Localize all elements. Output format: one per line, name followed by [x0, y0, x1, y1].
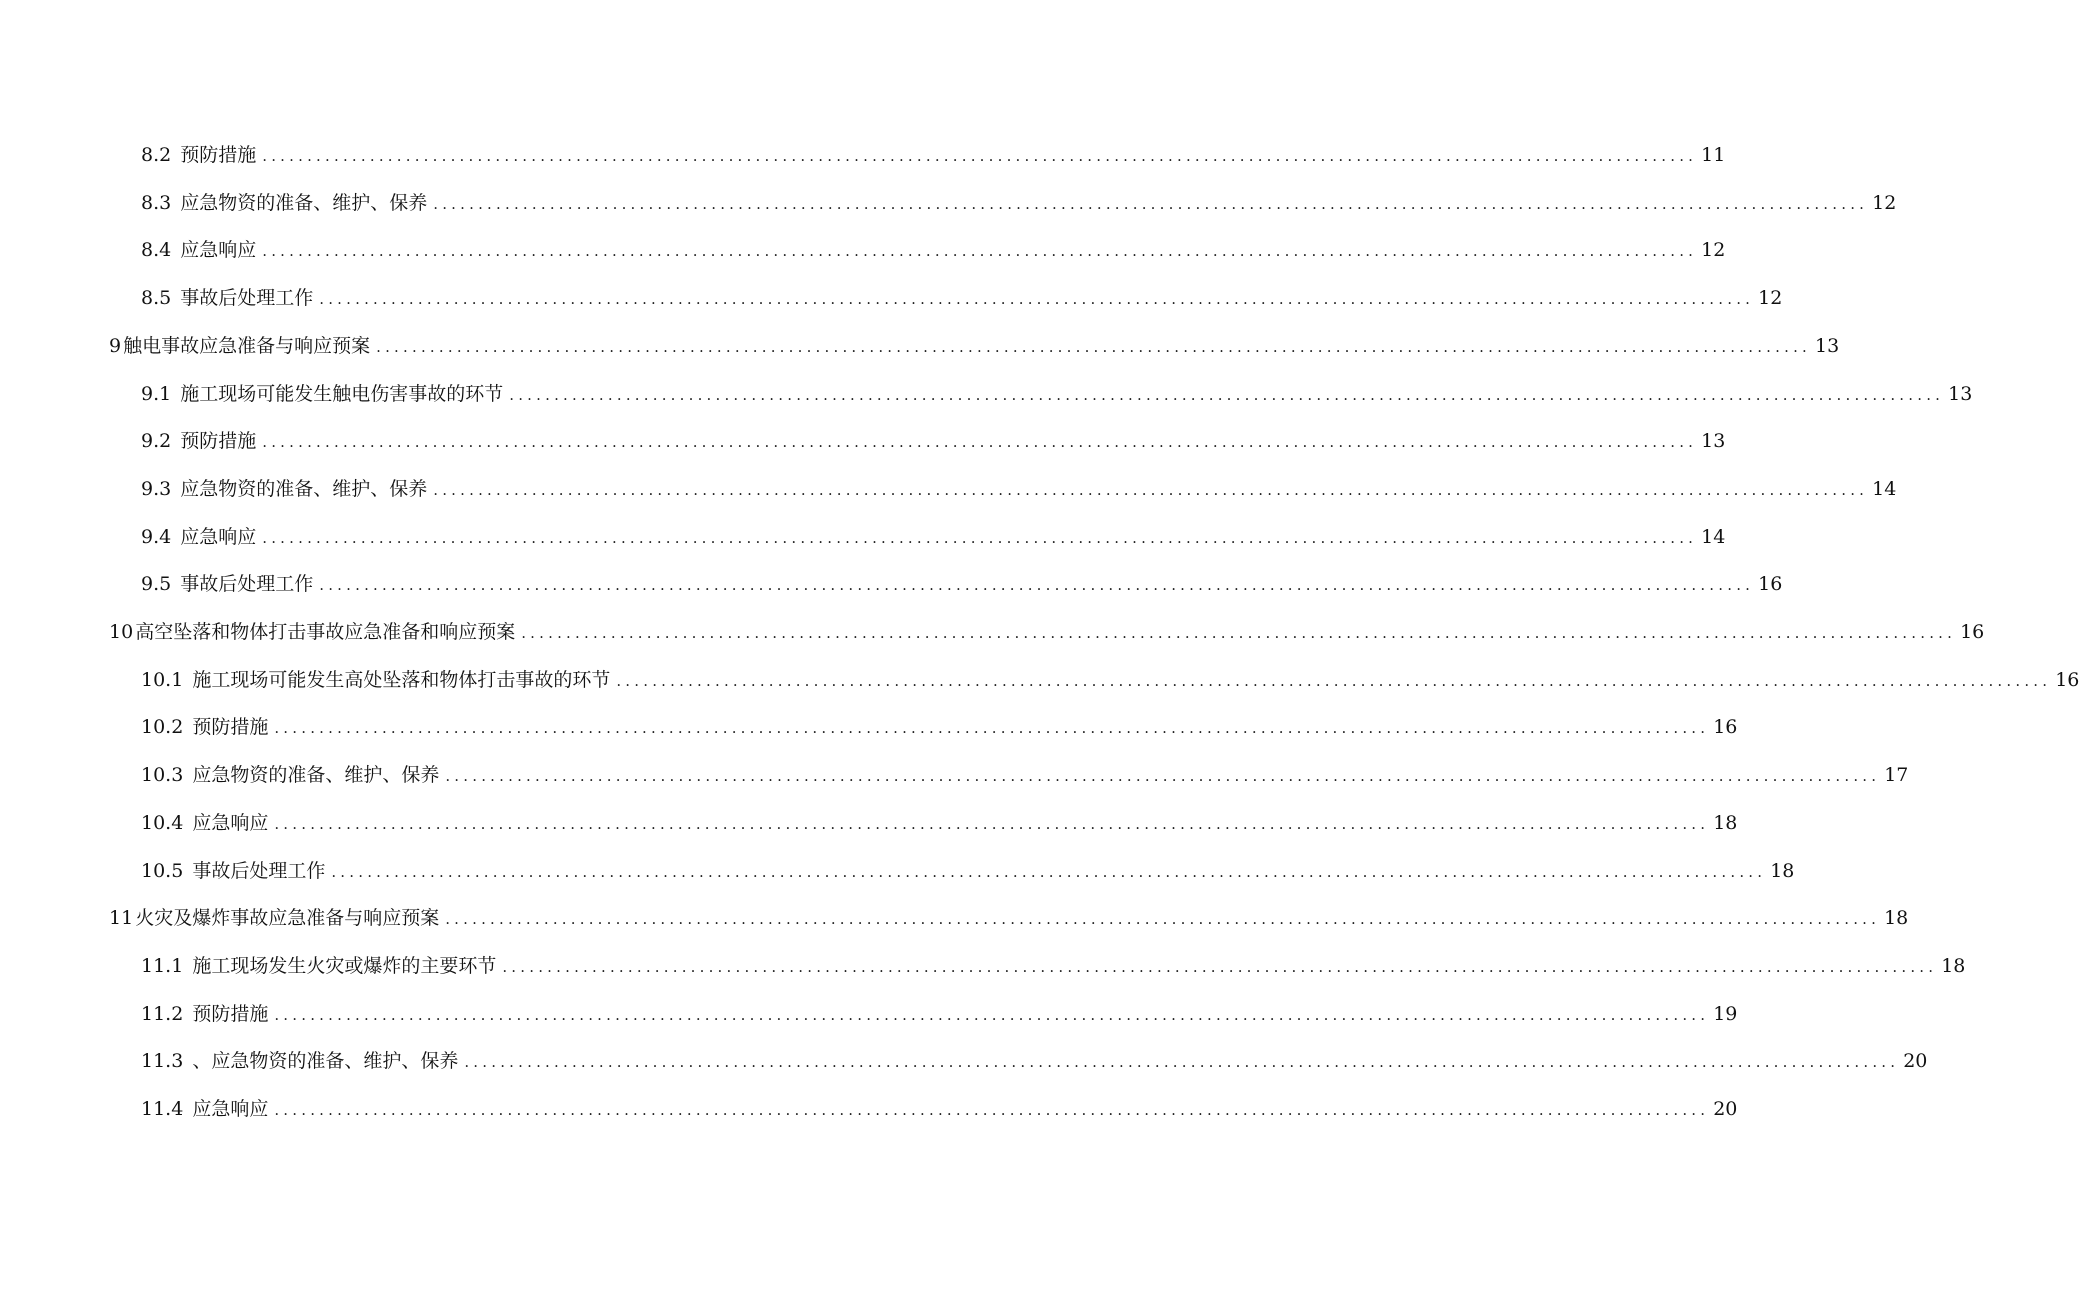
toc-entry-number: 10.2	[141, 716, 184, 738]
toc-entry[interactable]	[141, 235, 1726, 265]
toc-entry-page-number: 18	[1713, 812, 1738, 834]
toc-entry[interactable]	[141, 999, 1738, 1029]
toc-entry-number: 9.5	[141, 573, 172, 595]
toc-entry[interactable]	[109, 331, 1840, 361]
toc-entry-page-number: 17	[1884, 764, 1909, 786]
toc-entry-title: 施工现场可能发生高处坠落和物体打击事故的环节	[192, 669, 611, 691]
toc-entry[interactable]	[141, 426, 1726, 456]
toc-entry-title: 事故后处理工作	[180, 573, 314, 595]
toc-entry-number: 9	[109, 335, 122, 357]
toc-entry-number: 9.1	[141, 383, 172, 405]
toc-entry-page-number: 16	[1758, 573, 1783, 595]
toc-entry-page-number: 14	[1701, 526, 1726, 548]
toc-entry-number: 8.2	[141, 144, 172, 166]
toc-entry[interactable]	[141, 665, 2079, 695]
toc-entry[interactable]	[141, 760, 1909, 790]
toc-entry-page-number: 12	[1872, 192, 1897, 214]
toc-entry[interactable]	[141, 522, 1726, 552]
toc-entry-page-number: 20	[1903, 1050, 1928, 1072]
toc-entry-title: 事故后处理工作	[180, 287, 314, 309]
toc-entry[interactable]	[141, 808, 1738, 838]
toc-entry-page-number: 18	[1941, 955, 1966, 977]
toc-entry[interactable]	[109, 903, 1909, 933]
toc-dot-leader: ................................................................................................................................................................	[376, 338, 1811, 356]
toc-entry-title: 预防措施	[192, 1003, 269, 1025]
toc-entry-title: 预防措施	[192, 716, 269, 738]
toc-dot-leader: ................................................................................................................................................................	[464, 1053, 1900, 1071]
toc-entry-title: 施工现场发生火灾或爆炸的主要环节	[192, 955, 497, 977]
toc-dot-leader: ................................................................................................................................................................	[274, 1101, 1710, 1119]
toc-entry-number: 9.3	[141, 478, 172, 500]
toc-entry-page-number: 16	[2055, 669, 2079, 691]
toc-dot-leader: ................................................................................................................................................................	[331, 863, 1767, 881]
toc-entry-title: 应急物资的准备、维护、保养	[180, 478, 428, 500]
toc-entry-title: 应急物资的准备、维护、保养	[192, 764, 440, 786]
toc-entry-number: 11.1	[141, 955, 184, 977]
toc-dot-leader: ................................................................................................................................................................	[445, 767, 1881, 785]
toc-entry-page-number: 16	[1713, 716, 1738, 738]
toc-entry-title: 应急响应	[180, 526, 257, 548]
toc-entry-title: 事故后处理工作	[192, 860, 326, 882]
toc-entry-number: 10.1	[141, 669, 184, 691]
toc-entry-number: 10.4	[141, 812, 184, 834]
toc-entry-number: 8.3	[141, 192, 172, 214]
toc-entry-number: 11.4	[141, 1098, 184, 1120]
toc-dot-leader: ................................................................................................................................................................	[509, 386, 1945, 404]
toc-entry[interactable]	[141, 951, 1966, 981]
toc-entry-title: 触电事故应急准备与响应预案	[123, 335, 371, 357]
toc-entry-number: 11.3	[141, 1050, 184, 1072]
toc-entry-number: 9.4	[141, 526, 172, 548]
toc-entry-page-number: 14	[1872, 478, 1897, 500]
toc-entry-title: 预防措施	[180, 430, 257, 452]
toc-entry-page-number: 11	[1701, 144, 1726, 166]
toc-entry-page-number: 20	[1713, 1098, 1738, 1120]
toc-entry-title: 火灾及爆炸事故应急准备与响应预案	[135, 907, 440, 929]
toc-entry-number: 10.5	[141, 860, 184, 882]
toc-entry-page-number: 13	[1701, 430, 1726, 452]
toc-entry[interactable]	[141, 1094, 1738, 1124]
toc-entry[interactable]	[141, 283, 1783, 313]
toc-dot-leader: ................................................................................................................................................................	[433, 195, 1869, 213]
toc-dot-leader: ................................................................................................................................................................	[274, 1006, 1710, 1024]
toc-entry-title: 应急响应	[192, 1098, 269, 1120]
toc-dot-leader: ................................................................................................................................................................	[262, 529, 1698, 547]
toc-entry[interactable]	[141, 188, 1897, 218]
toc-dot-leader: ................................................................................................................................................................	[262, 433, 1698, 451]
toc-entry-number: 10	[109, 621, 134, 643]
toc-entry[interactable]	[141, 1046, 1928, 1076]
toc-entry-title: 、应急物资的准备、维护、保养	[192, 1050, 459, 1072]
toc-dot-leader: ................................................................................................................................................................	[502, 958, 1938, 976]
toc-dot-leader: ................................................................................................................................................................	[262, 242, 1698, 260]
toc-entry-number: 11	[109, 907, 134, 929]
toc-dot-leader: ................................................................................................................................................................	[262, 147, 1698, 165]
toc-entry-page-number: 16	[1960, 621, 1985, 643]
toc-dot-leader: ................................................................................................................................................................	[319, 576, 1755, 594]
toc-entry-number: 11.2	[141, 1003, 184, 1025]
toc-entry-page-number: 13	[1948, 383, 1973, 405]
toc-entry-title: 应急响应	[192, 812, 269, 834]
toc-entry-title: 应急响应	[180, 239, 257, 261]
toc-entry-title: 预防措施	[180, 144, 257, 166]
toc-dot-leader: ................................................................................................................................................................	[274, 815, 1710, 833]
toc-entry-page-number: 13	[1815, 335, 1840, 357]
toc-entry-page-number: 18	[1884, 907, 1909, 929]
toc-entry-number: 9.2	[141, 430, 172, 452]
toc-entry-title: 应急物资的准备、维护、保养	[180, 192, 428, 214]
toc-dot-leader: ................................................................................................................................................................	[274, 719, 1710, 737]
toc-entry[interactable]	[141, 474, 1897, 504]
toc-entry-page-number: 12	[1701, 239, 1726, 261]
toc-entry-page-number: 12	[1758, 287, 1783, 309]
toc-dot-leader: ................................................................................................................................................................	[521, 624, 1957, 642]
toc-entry-page-number: 19	[1713, 1003, 1738, 1025]
toc-entry-page-number: 18	[1770, 860, 1795, 882]
toc-entry-title: 高空坠落和物体打击事故应急准备和响应预案	[135, 621, 516, 643]
toc-dot-leader: ................................................................................................................................................................	[445, 910, 1881, 928]
toc-entry-number: 8.4	[141, 239, 172, 261]
toc-entry[interactable]	[141, 140, 1726, 170]
toc-entry-number: 8.5	[141, 287, 172, 309]
toc-entry[interactable]	[109, 617, 1985, 647]
toc-entry[interactable]	[141, 379, 1973, 409]
toc-dot-leader: ................................................................................................................................................................	[319, 290, 1755, 308]
toc-entry[interactable]	[141, 712, 1738, 742]
toc-entry-title: 施工现场可能发生触电伤害事故的环节	[180, 383, 504, 405]
toc-dot-leader: ................................................................................................................................................................	[433, 481, 1869, 499]
toc-entry[interactable]	[141, 856, 1795, 886]
toc-entry-number: 10.3	[141, 764, 184, 786]
toc-dot-leader: ................................................................................................................................................................	[616, 672, 2052, 690]
toc-entry[interactable]	[141, 569, 1783, 599]
